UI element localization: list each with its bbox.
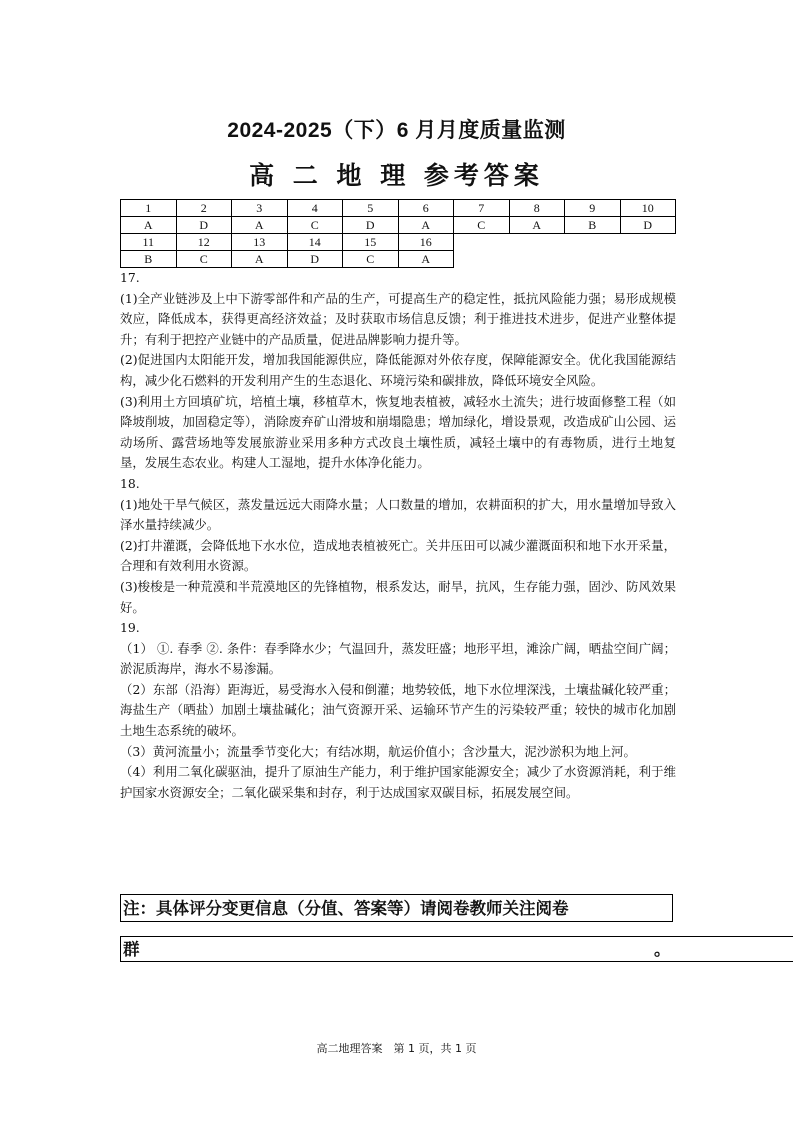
answer-cell: C (343, 251, 399, 268)
grading-note-line-1: 注：具体评分变更信息（分值、答案等）请阅卷教师关注阅卷 (120, 894, 673, 922)
answer-table-empty (565, 234, 621, 251)
answer-table-empty (454, 234, 510, 251)
answer-cell: C (176, 251, 232, 268)
question-18-number: 18. (120, 475, 140, 491)
question-number-cell: 8 (509, 200, 565, 217)
question-number-cell: 6 (398, 200, 454, 217)
question-number-cell: 11 (121, 234, 177, 251)
answer-cell: A (509, 217, 565, 234)
answer-cell: D (343, 217, 399, 234)
answer-cell: D (287, 251, 343, 268)
answer-key-subtitle: 高 二 地 理 参考答案 (249, 161, 544, 190)
answer-table (120, 199, 676, 268)
question-19-part-2: （2）东部（沿海）距海近，易受海水入侵和倒灌；地势较低，地下水位埋深浅，土壤盐碱化较严重；海盐生产（晒盐）加剧土壤盐碱化；油气资源开采、运输环节产生的污染较严重；较快的城市化加剧土地生态系统的破坏。 (120, 681, 676, 739)
answer-cell: C (454, 217, 510, 234)
question-17-part-1: (1)全产业链涉及上中下游零部件和产品的生产，可提高生产的稳定性，抵抗风险能力强；易形成规模效应，降低成本，获得更高经济效益；及时获取市场信息反馈；利于推进技术进步，促进产业整体提升；有利于把控产业链中的产品质量，促进品牌影响力提升等。 (120, 290, 676, 347)
answer-cell: C (287, 217, 343, 234)
question-17-number: 17. (120, 270, 140, 285)
question-17-part-2: (2)促进国内太阳能开发，增加我国能源供应，降低能源对外依存度，保障能源安全。优化我国能源结构，减少化石燃料的开发利用产生的生态退化、环境污染和碳排放，降低环境安全风险。 (120, 352, 676, 388)
answer-table-row (121, 251, 676, 268)
question-number-cell: 7 (454, 200, 510, 217)
question-number-cell: 4 (287, 200, 343, 217)
answer-cell: D (620, 217, 676, 234)
question-number-cell: 16 (398, 234, 454, 251)
question-number-cell: 9 (565, 200, 621, 217)
answer-table-empty (509, 234, 565, 251)
answer-table-row (121, 200, 676, 217)
answer-cell: A (398, 217, 454, 234)
question-number-cell: 1 (121, 200, 177, 217)
question-number-cell: 3 (232, 200, 288, 217)
answer-cell: B (565, 217, 621, 234)
question-17-part-3: (3)利用土方回填矿坑，培植土壤，移植草木，恢复地表植被，减轻水土流失；进行坡面修整工程（如降坡削坡，加固稳定等），消除废弃矿山滑坡和崩塌隐患；增加绿化，增设景观，改造成矿山公园、运动场所、露营场地等发展旅游业采用多种方式改良土壤性质，减轻土壤中的有毒物质，进行土地复垦，发展生态农业。构建人工湿地，提升水体净化能力。 (120, 393, 676, 471)
question-number-cell: 14 (287, 234, 343, 251)
question-19-number: 19. (120, 620, 140, 636)
question-number-cell: 13 (232, 234, 288, 251)
exam-title: 2024-2025（下）6 月月度质量监测 (227, 119, 566, 142)
answer-table-row (121, 234, 676, 251)
question-19-part-1: （1） ①. 春季 ②. 条件：春季降水少；气温回升，蒸发旺盛；地形平坦，滩涂广阔，晒盐空间广阔；淤泥质海岸，海水不易渗漏。 (120, 640, 676, 677)
question-number-cell: 2 (176, 200, 232, 217)
answer-cell: D (176, 217, 232, 234)
question-19-part-3: （3）黄河流量小；流量季节变化大；有结冰期，航运价值小；含沙量大，泥沙淤积为地上河。 (120, 743, 636, 759)
question-18-part-3: (3)梭梭是一种荒漠和半荒漠地区的先锋植物，根系发达，耐旱，抗风，生存能力强，固沙、防风效果好。 (120, 578, 676, 615)
question-number-cell: 10 (620, 200, 676, 217)
question-number-cell: 12 (176, 234, 232, 251)
answer-content (120, 268, 676, 803)
answer-table-empty (454, 251, 510, 268)
answer-table-empty (620, 251, 676, 268)
answer-cell: A (232, 217, 288, 234)
question-number-cell: 15 (343, 234, 399, 251)
answer-cell: A (232, 251, 288, 268)
question-number-cell: 5 (343, 200, 399, 217)
grading-note-line-2-text: 群 (123, 940, 140, 959)
question-18-part-1: (1)地处干旱气候区，蒸发量远远大雨降水量；人口数量的增加，农耕面积的扩大，用水量增加导致入泽水量持续减少。 (120, 496, 676, 533)
answer-cell: A (398, 251, 454, 268)
answer-table-empty (565, 251, 621, 268)
answer-table-empty (509, 251, 565, 268)
question-18-part-2: (2)打井灌溉，会降低地下水水位，造成地表植被死亡。关井压田可以减少灌溉面积和地下水开采量，合理和有效利用水资源。 (120, 537, 676, 574)
answer-table-row (121, 217, 676, 234)
grading-note-period: 。 (654, 940, 671, 959)
answer-cell: A (121, 217, 177, 234)
page-footer: 高二地理答案 第 1 页，共 1 页 (316, 1042, 477, 1055)
question-19-part-4: （4）利用二氧化碳驱油，提升了原油生产能力，利于维护国家能源安全；减少了水资源消耗，利于维护国家水资源安全；二氧化碳采集和封存，利于达成国家双碳目标，拓展发展空间。 (120, 764, 676, 800)
grading-note-line-2 (120, 936, 793, 962)
answer-cell: B (121, 251, 177, 268)
answer-table-empty (620, 234, 676, 251)
